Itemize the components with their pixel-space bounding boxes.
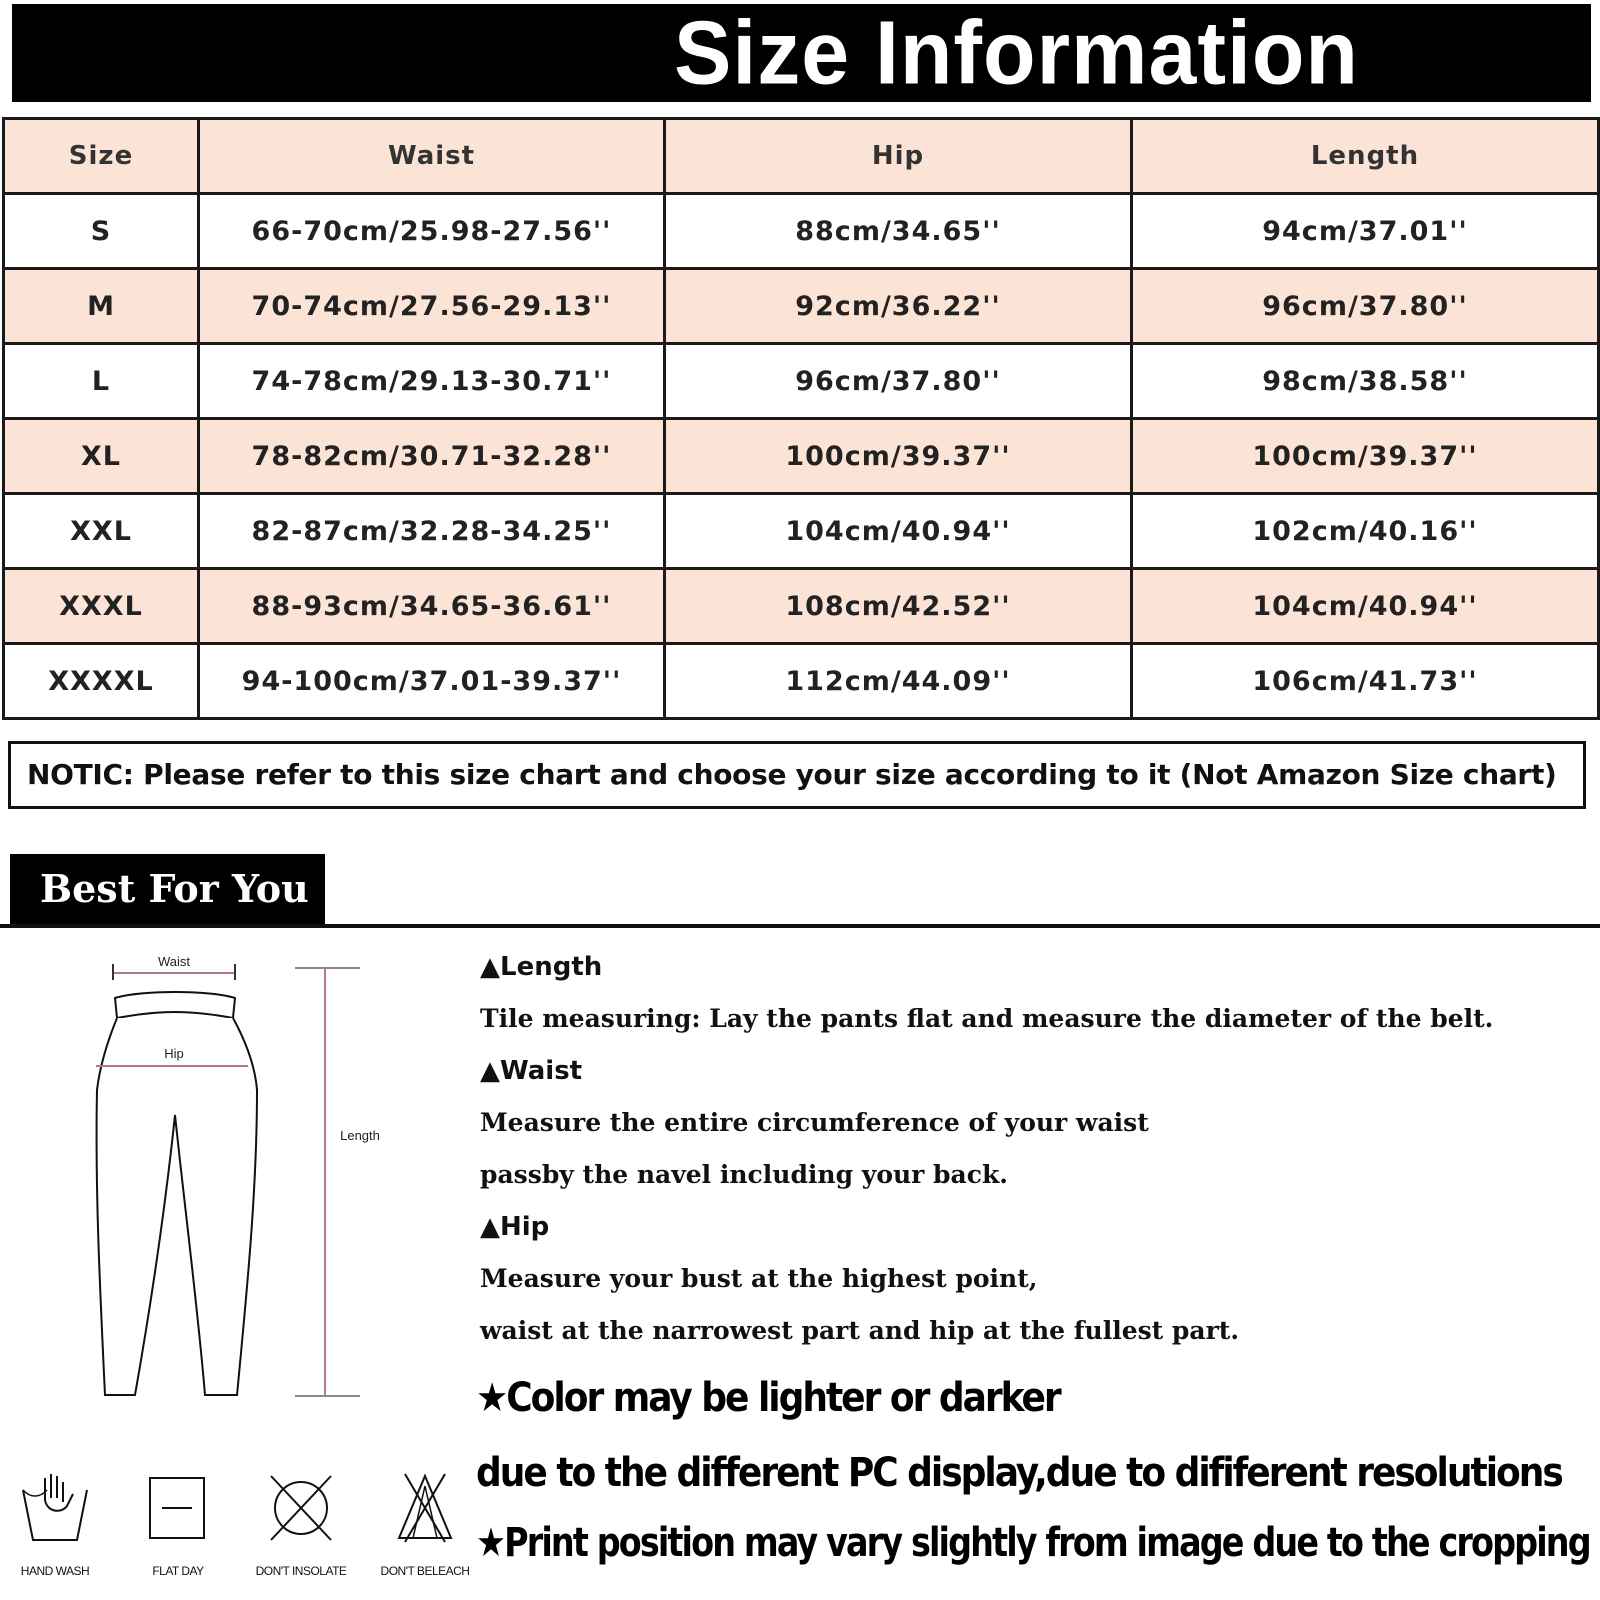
length-cell: 102cm/40.16''	[1132, 494, 1599, 569]
waist-cell: 82-87cm/32.28-34.25''	[199, 494, 665, 569]
care-item-flat-dry	[123, 1470, 233, 1578]
care-item-hand-wash	[0, 1470, 110, 1578]
care-label: HAND WASH	[20, 1564, 90, 1578]
length-cell: 104cm/40.94''	[1132, 569, 1599, 644]
do-not-tumble-dry-icon	[261, 1470, 341, 1546]
hip-instruction-line-2: waist at the narrowest part and hip at the fullest part.	[480, 1316, 1240, 1345]
pants-waistband	[115, 992, 235, 1018]
care-label: DON'T BELEACH	[380, 1564, 470, 1578]
hip-cell: 112cm/44.09''	[665, 644, 1132, 719]
waist-instruction-line-2: passby the navel including your back.	[480, 1160, 1008, 1189]
waist-instruction-line-1: Measure the entire circumference of your waist	[480, 1108, 1149, 1137]
length-cell: 100cm/39.37''	[1132, 419, 1599, 494]
do-not-bleach-icon	[385, 1470, 465, 1546]
print-position-note: ★Print position may vary slightly from image due to the cropping	[476, 1520, 1590, 1566]
hand-wash-icon	[15, 1470, 95, 1546]
table-row	[4, 269, 1599, 344]
section-divider	[0, 924, 1600, 928]
length-heading: ▲Length	[480, 952, 603, 982]
table-header-row	[4, 119, 1599, 194]
color-note-line-2: due to the different PC display,due to dififerent resolutions	[476, 1450, 1562, 1496]
waist-cell: 70-74cm/27.56-29.13''	[199, 269, 665, 344]
hip-cell: 104cm/40.94''	[665, 494, 1132, 569]
size-cell: XXXL	[4, 569, 199, 644]
size-table	[2, 117, 1600, 720]
table-row	[4, 194, 1599, 269]
header-size: Size	[4, 119, 199, 194]
pants-measurement-diagram	[0, 940, 420, 1430]
waist-cell: 74-78cm/29.13-30.71''	[199, 344, 665, 419]
length-label: Length	[340, 1128, 380, 1143]
waist-cell: 66-70cm/25.98-27.56''	[199, 194, 665, 269]
table-row	[4, 644, 1599, 719]
table-row	[4, 344, 1599, 419]
size-cell: L	[4, 344, 199, 419]
header-hip: Hip	[665, 119, 1132, 194]
length-cell: 94cm/37.01''	[1132, 194, 1599, 269]
waist-heading: ▲Waist	[480, 1056, 583, 1086]
size-cell: XXXXL	[4, 644, 199, 719]
color-note-line-1: ★Color may be lighter or darker	[476, 1375, 1060, 1421]
table-row	[4, 569, 1599, 644]
size-cell: XXL	[4, 494, 199, 569]
care-item-do-not-tumble-dry	[246, 1470, 356, 1578]
size-cell: S	[4, 194, 199, 269]
care-label: FLAT DAY	[152, 1564, 204, 1578]
pants-outline	[97, 1018, 257, 1395]
hip-instruction-line-1: Measure your bust at the highest point,	[480, 1264, 1038, 1293]
size-cell: XL	[4, 419, 199, 494]
length-cell: 96cm/37.80''	[1132, 269, 1599, 344]
best-for-you-tab: Best For You	[10, 854, 325, 924]
length-cell: 98cm/38.58''	[1132, 344, 1599, 419]
hip-cell: 108cm/42.52''	[665, 569, 1132, 644]
size-notice: NOTIC: Please refer to this size chart and choose your size according to it (Not Amazon Size chart)	[8, 741, 1586, 809]
hip-heading: ▲Hip	[480, 1212, 550, 1242]
length-cell: 106cm/41.73''	[1132, 644, 1599, 719]
page-title: Size Information	[674, 2, 1359, 104]
title-banner	[12, 4, 1591, 102]
waist-cell: 94-100cm/37.01-39.37''	[199, 644, 665, 719]
care-label: DON'T INSOLATE	[255, 1564, 347, 1578]
waist-cell: 78-82cm/30.71-32.28''	[199, 419, 665, 494]
flat-dry-icon	[138, 1470, 218, 1546]
hip-cell: 100cm/39.37''	[665, 419, 1132, 494]
header-length: Length	[1132, 119, 1599, 194]
size-cell: M	[4, 269, 199, 344]
hip-cell: 96cm/37.80''	[665, 344, 1132, 419]
hip-label: Hip	[164, 1046, 184, 1061]
waist-label: Waist	[157, 954, 191, 969]
hip-cell: 92cm/36.22''	[665, 269, 1132, 344]
care-item-do-not-bleach	[370, 1470, 480, 1578]
waist-cell: 88-93cm/34.65-36.61''	[199, 569, 665, 644]
length-instruction: Tile measuring: Lay the pants flat and measure the diameter of the belt.	[480, 1004, 1494, 1033]
hip-cell: 88cm/34.65''	[665, 194, 1132, 269]
table-row	[4, 419, 1599, 494]
header-waist: Waist	[199, 119, 665, 194]
table-row	[4, 494, 1599, 569]
